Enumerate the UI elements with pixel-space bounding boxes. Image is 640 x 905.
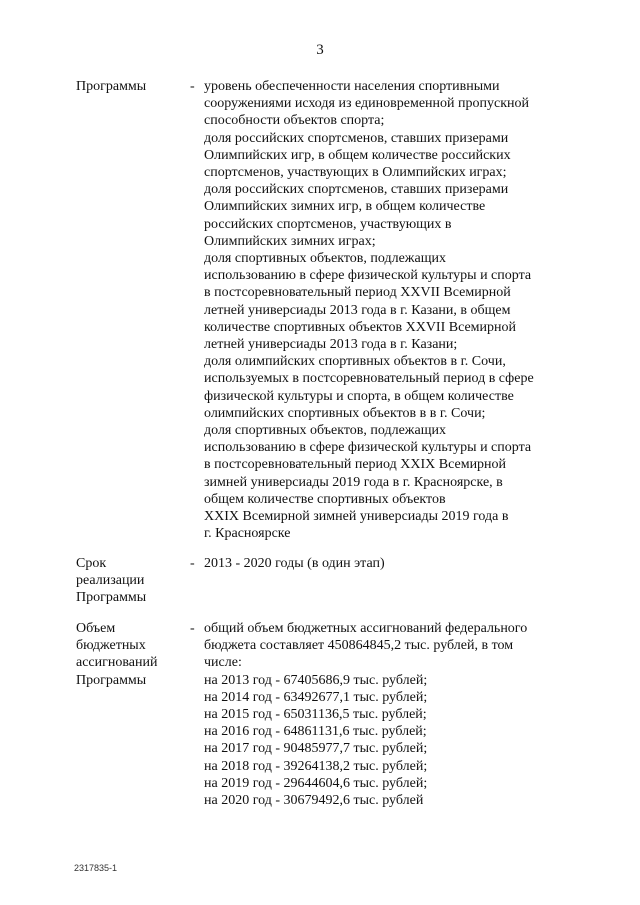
content-line: доля спортивных объектов, подлежащих: [204, 423, 446, 439]
dash-separator: -: [190, 79, 195, 94]
content-line: летней универсиады 2013 года в г. Казани;: [204, 337, 458, 353]
section-label-line: Программы: [76, 672, 147, 688]
content-line: доля спортивных объектов, подлежащих: [204, 251, 446, 267]
content-line: уровень обеспеченности населения спортивными: [204, 79, 500, 94]
dash-separator: -: [190, 556, 195, 571]
content-line: спортсменов, участвующих в Олимпийских играх;: [204, 165, 507, 181]
section-label: [76, 620, 186, 689]
content-line: на 2013 год - 67405686,9 тыс. рублей;: [204, 672, 428, 688]
content-line: XXIX Всемирной зимней универсиады 2019 года в: [204, 509, 509, 525]
section-label-line: Объем: [76, 621, 116, 636]
section-label-line: ассигнований: [76, 655, 158, 671]
content-line: бюджета составляет 450864845,2 тыс. рублей, в том: [204, 638, 514, 654]
document-code: 2317835-1: [74, 863, 118, 873]
content-line: на 2016 год - 64861131,6 тыс. рублей;: [204, 724, 427, 740]
content-line: на 2018 год - 39264138,2 тыс. рублей;: [204, 758, 428, 774]
content-line: на 2019 год - 29644604,6 тыс. рублей;: [204, 775, 428, 791]
content-line: способности объектов спорта;: [204, 113, 385, 129]
content-line: российских спортсменов, участвующих в: [204, 216, 452, 232]
content-line: Олимпийских зимних игр, в общем количестве: [204, 199, 486, 215]
page-number: 3: [316, 42, 324, 58]
content-line: физической культуры и спорта, в общем количестве: [204, 388, 514, 404]
section-label-line: Срок: [76, 556, 107, 571]
section-label-line: Программы: [76, 590, 147, 606]
content-line: г. Красноярске: [204, 526, 291, 542]
content-line: в постсоревновательный период XXIX Всемирной: [204, 457, 507, 473]
content-line: Олимпийских зимних играх;: [204, 233, 376, 249]
content-line: доля российских спортсменов, ставших призерами: [204, 182, 509, 198]
content-line: сооружениями исходя из единовременной пропускной: [204, 96, 529, 112]
content-line: доля российских спортсменов, ставших призерами: [204, 130, 509, 146]
content-line: количестве спортивных объектов XXVII Всемирной: [204, 319, 517, 335]
content-line: числе:: [204, 655, 242, 671]
content-line: использованию в сфере физической культуры и спорта: [204, 268, 532, 284]
content-line: доля олимпийских спортивных объектов в г. Сочи,: [204, 354, 506, 370]
section-content: [204, 555, 594, 572]
content-line: на 2015 год - 65031136,5 тыс. рублей;: [204, 707, 427, 723]
content-line: общий объем бюджетных ассигнований федерального: [204, 621, 528, 636]
content-line: летней универсиады 2013 года в г. Казани, в общем: [204, 302, 511, 318]
section-label: [76, 555, 186, 607]
section-label: [76, 78, 186, 95]
content-line: 2013 - 2020 годы (в один этап): [204, 556, 385, 571]
content-line: используемых в постсоревновательный период в сфере: [204, 371, 534, 387]
content-line: Олимпийских игр, в общем количестве российских: [204, 147, 511, 163]
section-label-line: бюджетных: [76, 638, 146, 654]
content-line: на 2020 год - 30679492,6 тыс. рублей: [204, 793, 424, 809]
content-line: олимпийских спортивных объектов в в г. Сочи;: [204, 405, 486, 421]
section-label-line: реализации: [76, 573, 145, 589]
section-label-line: Программы: [76, 79, 147, 94]
content-line: на 2017 год - 90485977,7 тыс. рублей;: [204, 741, 428, 757]
content-line: использованию в сфере физической культуры и спорта: [204, 440, 532, 456]
section-content: [204, 78, 594, 542]
section-content: [204, 620, 594, 809]
content-line: на 2014 год - 63492677,1 тыс. рублей;: [204, 689, 428, 705]
dash-separator: -: [190, 621, 195, 636]
content-line: в постсоревновательный период XXVII Всемирной: [204, 285, 511, 301]
content-line: зимней универсиады 2019 года в г. Красноярске, в: [204, 474, 503, 490]
content-line: общем количестве спортивных объектов: [204, 491, 446, 507]
